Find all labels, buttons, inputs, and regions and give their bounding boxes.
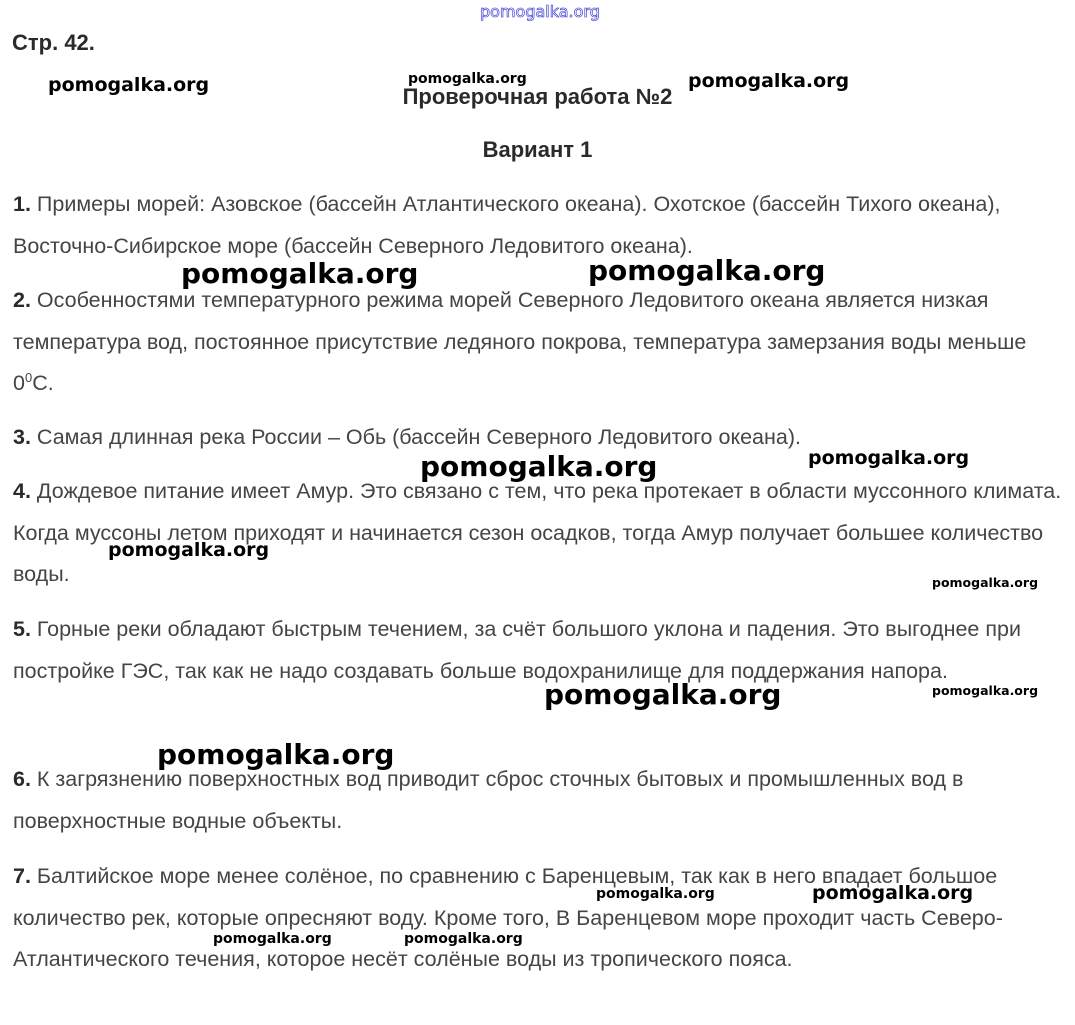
watermark: pomogalka.org: [213, 931, 332, 947]
watermark: pomogalka.org: [48, 74, 210, 96]
watermark: pomogalka.org: [688, 70, 850, 92]
watermark: pomogalka.org: [108, 539, 270, 561]
answer-number: 4.: [13, 479, 31, 503]
answer-text: Примеры морей: Азовское (бассейн Атлантического океана). Охотское (бассейн Тихого океана), Восточно-Сибирское море (бассейн Северного Ледовитого океана).: [13, 192, 1001, 258]
watermark: pomogalka.org: [181, 257, 419, 290]
answer-text: Самая длинная река России – Обь (бассейн Северного Ледовитого океана).: [36, 425, 801, 449]
answer-text: Горные реки обладают быстрым течением, за счёт большого уклона и падения. Это выгоднее при постройке ГЭС, так как не надо создавать больше водохранилище для поддержания напора.: [13, 617, 1021, 683]
answer-number: 5.: [13, 617, 31, 641]
watermark: pomogalka.org: [408, 71, 527, 87]
watermark: pomogalka.org: [808, 447, 970, 469]
answer-text-tail: С.: [32, 371, 54, 395]
degree-superscript: 0: [24, 370, 33, 385]
answer-6: [13, 759, 1071, 842]
answer-text: К загрязнению поверхностных вод приводит сброс сточных бытовых и промышленных вод в поверхностные водные объекты.: [13, 767, 964, 833]
watermark: pomogalka.org: [932, 575, 1039, 590]
answer-text: Балтийское море менее солёное, по сравнению с Баренцевым, так как в него впадает большое количество рек, которые опресняют воду. Кроме того, В Баренцевом море проходит часть Северо-Атлантического течения, которое несёт солёные воды из тропического пояса.: [13, 864, 1003, 971]
watermark-top: pomogalka.org: [480, 2, 600, 21]
answer-2: [13, 280, 1071, 405]
answer-number: 2.: [13, 288, 31, 312]
answer-number: 3.: [13, 425, 31, 449]
watermark: pomogalka.org: [404, 931, 523, 947]
watermark: pomogalka.org: [420, 450, 658, 483]
watermark: pomogalka.org: [544, 678, 782, 711]
watermark: pomogalka.org: [596, 886, 715, 902]
variant-heading: Вариант 1: [482, 137, 593, 162]
answer-7: [13, 856, 1071, 981]
page-number: Стр. 42.: [12, 30, 95, 55]
watermark: pomogalka.org: [588, 254, 826, 287]
answer-number: 1.: [13, 192, 31, 216]
answer-number: 7.: [13, 864, 31, 888]
page-title: Проверочная работа №2: [402, 84, 673, 109]
answer-1: [13, 184, 1071, 267]
answer-number: 6.: [13, 767, 31, 791]
watermark: pomogalka.org: [157, 738, 395, 771]
answer-4: [13, 471, 1071, 596]
answer-text: Особенностями температурного режима морей Северного Ледовитого океана является низкая температура вод, постоянное присутствие ледяного покрова, температура замерзания воды меньше 0: [13, 288, 1027, 395]
watermark: pomogalka.org: [812, 882, 974, 904]
answer-5: [13, 609, 1071, 692]
answer-text: Дождевое питание имеет Амур. Это связано с тем, что река протекает в области муссонного климата. Когда муссоны летом приходят и начинается сезон осадков, тогда Амур получает большее количество воды.: [13, 479, 1062, 586]
watermark: pomogalka.org: [932, 683, 1039, 698]
